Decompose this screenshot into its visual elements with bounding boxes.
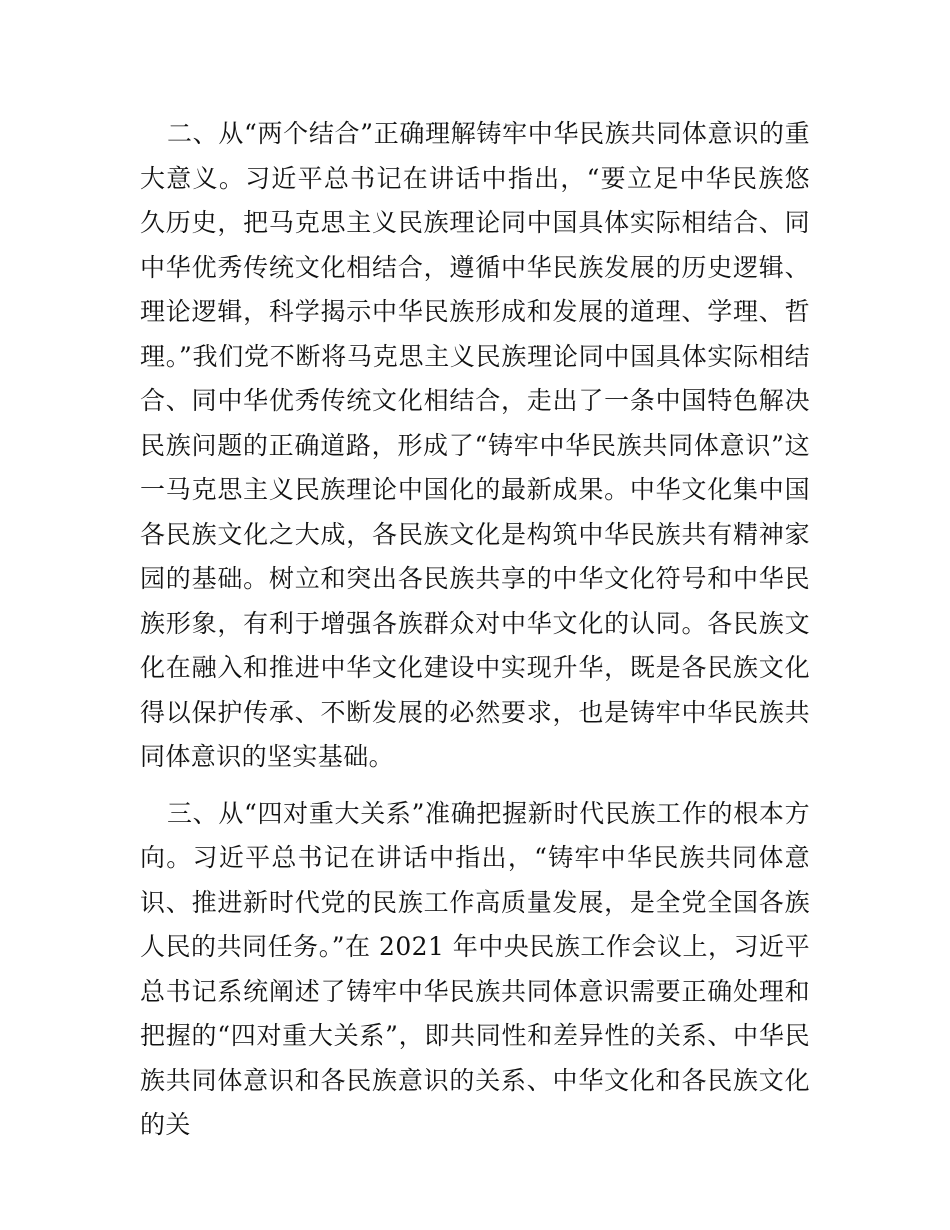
document-page (140, 112, 810, 1160)
paragraph-two: 二、从“两个结合”正确理解铸牢中华民族共同体意识的重大意义。习近平总书记在讲话中指出，“要立足中华民族悠久历史，把马克思主义民族理论同中国具体实际相结合、同中华优秀传统文化相结合，遵循中华民族发展的历史逻辑、理论逻辑，科学揭示中华民族形成和发展的道理、学理、哲理。”我们党不断将马克思主义民族理论同中国具体实际相结合、同中华优秀传统文化相结合，走出了一条中国特色解决民族问题的正确道路，形成了“铸牢中华民族共同体意识”这一马克思主义民族理论中国化的最新成果。中华文化集中国各民族文化之大成，各民族文化是构筑中华民族共有精神家园的基础。树立和突出各民族共享的中华文化符号和中华民族形象，有利于增强各族群众对中华文化的认同。各民族文化在融入和推进中华文化建设中实现升华，既是各民族文化得以保护传承、不断发展的必然要求，也是铸牢中华民族共同体意识的坚实基础。 (140, 119, 810, 771)
paragraph-three: 三、从“四对重大关系”准确把握新时代民族工作的根本方向。习近平总书记在讲话中指出，“铸牢中华民族共同体意识、推进新时代党的民族工作高质量发展，是全党全国各族人民的共同任务。”在 2021 年中央民族工作会议上，习近平总书记系统阐述了铸牢中华民族共同体意识需要正确处理和把握的“四对重大关系”，即共同性和差异性的关系、中华民族共同体意识和各民族意识的关系、中华文化和各民族文化的关 (140, 798, 810, 1139)
